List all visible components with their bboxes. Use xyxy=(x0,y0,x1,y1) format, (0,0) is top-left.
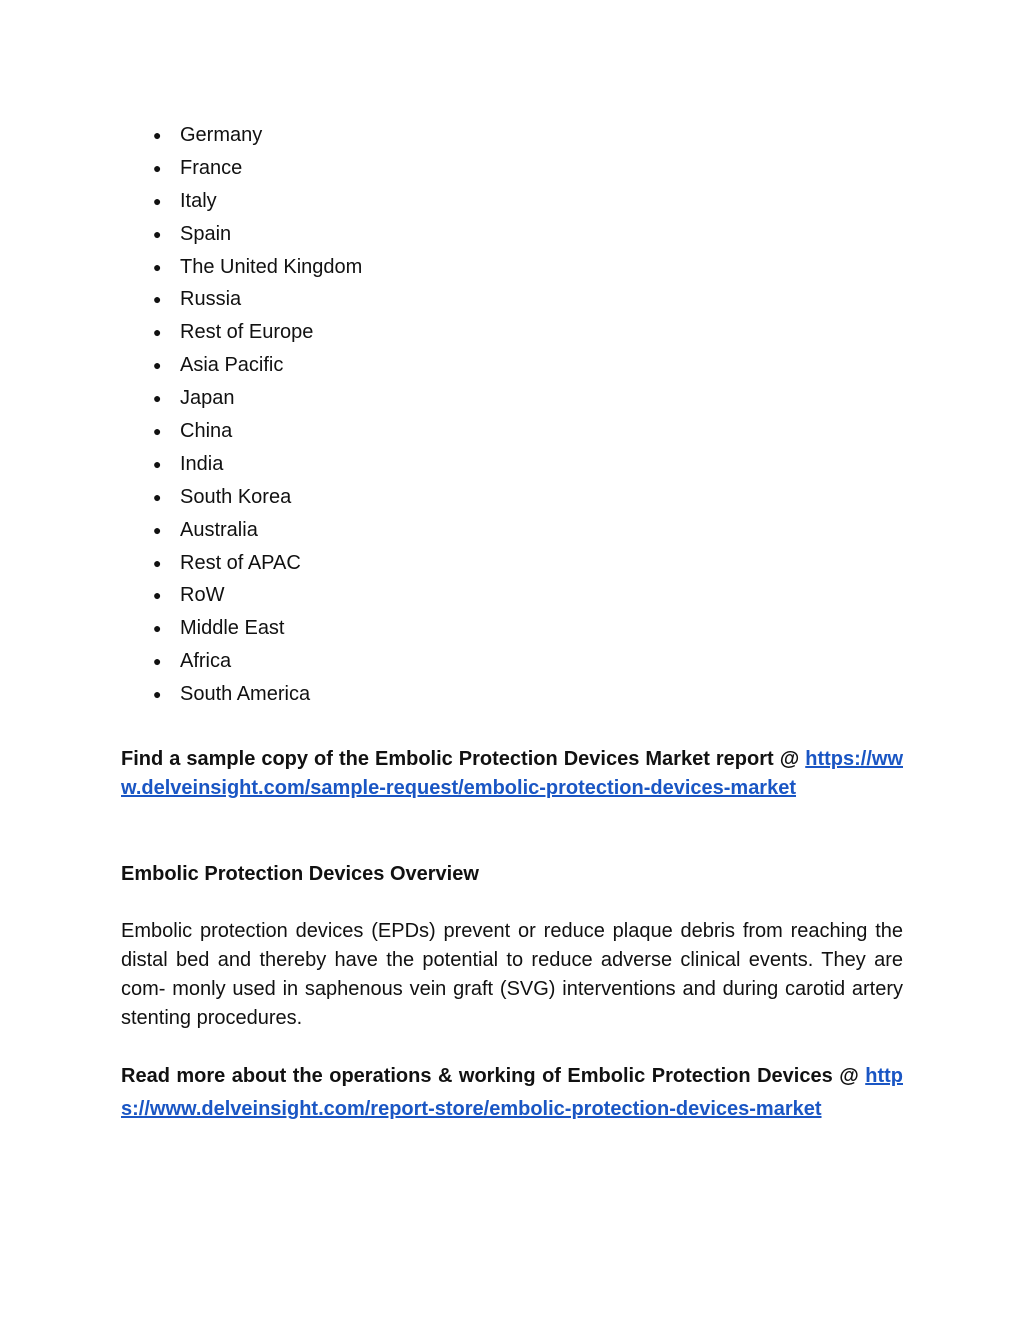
region-label: Spain xyxy=(180,222,232,245)
region-list-item xyxy=(152,152,362,185)
region-label: Rest of Europe xyxy=(180,321,314,344)
region-label: Africa xyxy=(180,650,232,673)
sample-request-text: Find a sample copy of the Embolic Protection Devices Market report @ xyxy=(121,748,806,770)
region-list-item xyxy=(152,251,362,284)
bullet-icon: ● xyxy=(153,291,162,308)
bullet-icon: ● xyxy=(153,127,162,143)
region-label: Asia Pacific xyxy=(180,354,284,377)
region-list-item xyxy=(152,514,362,547)
bullet-icon: ● xyxy=(153,390,162,407)
region-label: The United Kingdom xyxy=(180,255,363,278)
bullet-icon: ● xyxy=(153,324,162,341)
region-label: Australia xyxy=(180,518,258,541)
region-list-item xyxy=(152,645,362,678)
region-list-item xyxy=(152,185,362,218)
bullet-icon: ● xyxy=(153,225,162,242)
region-label: Middle East xyxy=(180,617,285,640)
region-list-item xyxy=(152,382,362,415)
region-label: South Korea xyxy=(180,485,292,508)
region-label: France xyxy=(180,156,243,179)
bullet-icon: ● xyxy=(153,192,162,209)
region-list xyxy=(152,119,362,711)
bullet-icon: ● xyxy=(153,258,162,275)
bullet-icon: ● xyxy=(153,587,162,604)
bullet-icon: ● xyxy=(153,521,162,538)
region-label: Russia xyxy=(180,288,242,311)
region-label: RoW xyxy=(180,584,225,607)
region-list-item xyxy=(152,448,362,481)
region-label: China xyxy=(180,420,233,443)
region-list-item xyxy=(152,547,362,580)
region-list-item xyxy=(152,316,362,349)
region-label: Italy xyxy=(180,189,217,212)
region-list-item xyxy=(152,119,362,152)
overview-heading: Embolic Protection Devices Overview xyxy=(121,863,479,885)
bullet-icon: ● xyxy=(153,488,162,505)
sample-request-link[interactable]: https://www.delveinsight.com/sample-request/embolic-protection-devices-market xyxy=(121,748,903,799)
region-list-item xyxy=(152,415,362,448)
region-label: Japan xyxy=(180,387,235,410)
bullet-icon: ● xyxy=(153,653,162,670)
region-list-item xyxy=(152,218,362,251)
read-more-link[interactable]: https://www.delveinsight.com/report-store/embolic-protection-devices-market xyxy=(121,1065,903,1120)
bullet-icon: ● xyxy=(153,455,162,472)
region-list-item xyxy=(152,349,362,382)
region-label: India xyxy=(180,452,224,475)
region-label: South America xyxy=(180,683,311,706)
region-list-item xyxy=(152,579,362,612)
bullet-icon: ● xyxy=(153,423,162,440)
bullet-icon: ● xyxy=(153,686,162,703)
bullet-icon: ● xyxy=(153,159,162,176)
sample-request-paragraph xyxy=(121,745,903,803)
region-list-item xyxy=(152,283,362,316)
region-list-item xyxy=(152,612,362,645)
read-more-paragraph xyxy=(121,1060,903,1126)
bullet-icon: ● xyxy=(153,620,162,637)
read-more-text: Read more about the operations & working of Embolic Protection Devices @ xyxy=(121,1065,866,1087)
region-list-item xyxy=(152,678,362,711)
overview-paragraph: Embolic protection devices (EPDs) prevent or reduce plaque debris from reaching the distal bed and thereby have the potential to reduce adverse clinical events. They are com- monly used in saphenous vein graft (SVG) interventions and during carotid artery stenting procedures. xyxy=(121,920,903,1029)
bullet-icon: ● xyxy=(153,357,162,374)
region-label: Germany xyxy=(180,124,263,146)
region-label: Rest of APAC xyxy=(180,551,301,574)
region-list-item xyxy=(152,481,362,514)
bullet-icon: ● xyxy=(153,554,162,571)
